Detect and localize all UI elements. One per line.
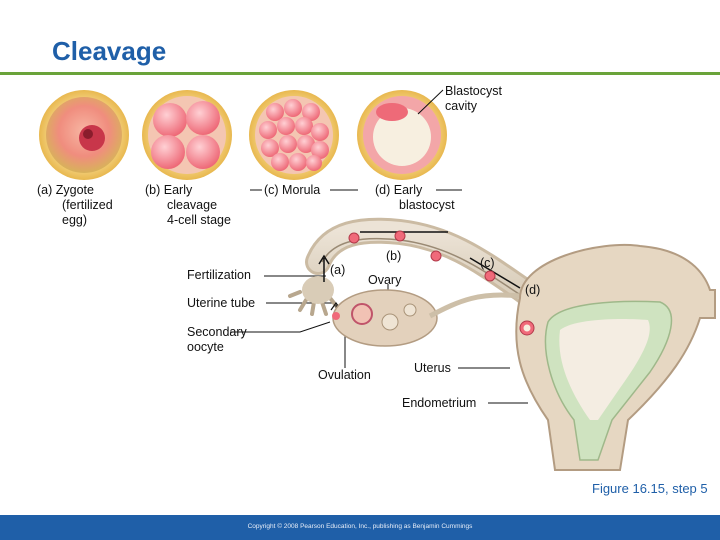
label-secondary-oocyte [187,325,247,355]
label-morula: (c) Morula [264,183,321,197]
label-secondary-oocyte-line1: Secondary [187,325,247,339]
label-early-cleavage-line3: 4-cell stage [167,213,231,227]
ovary-image [332,290,520,346]
label-uterine-tube: Uterine tube [187,296,256,310]
label-early-blastocyst-line2: blastocyst [399,198,455,212]
label-blastocyst-cavity-line1: Blastocyst [445,84,502,98]
label-early-cleavage-line2: cleavage [167,198,218,212]
morula-image [249,90,339,180]
tag-b: (b) [386,249,402,263]
figure-caption: Figure 16.15, step 5 [592,481,708,496]
label-zygote-line3: egg) [62,213,88,227]
zygote-image [39,90,129,180]
label-uterus: Uterus [414,361,451,375]
blastocyst-image [357,90,447,180]
label-fertilization: Fertilization [187,268,251,282]
label-early-blastocyst-line1: (d) Early [375,183,423,197]
label-ovulation: Ovulation [318,368,371,382]
label-endometrium: Endometrium [402,396,477,410]
label-early-cleavage [145,183,231,228]
page-title: Cleavage [52,36,167,66]
tag-d: (d) [525,283,541,297]
label-blastocyst-cavity-line2: cavity [445,99,477,113]
label-early-cleavage-line1: (b) Early [145,183,193,197]
early-cleavage-image [142,90,232,180]
label-blastocyst-cavity [445,84,502,114]
uterus-image [516,245,715,470]
label-secondary-oocyte-line2: oocyte [187,340,224,354]
label-zygote [37,183,113,228]
copyright-text: Copyright © 2008 Pearson Education, Inc., publishing as Benjamin Cummings [247,523,473,530]
label-ovary: Ovary [368,273,402,287]
label-early-blastocyst [375,183,455,213]
tag-a: (a) [330,263,346,277]
label-zygote-line1: (a) Zygote [37,183,94,197]
tag-c: (c) [480,256,495,270]
label-zygote-line2: (fertilized [62,198,113,212]
